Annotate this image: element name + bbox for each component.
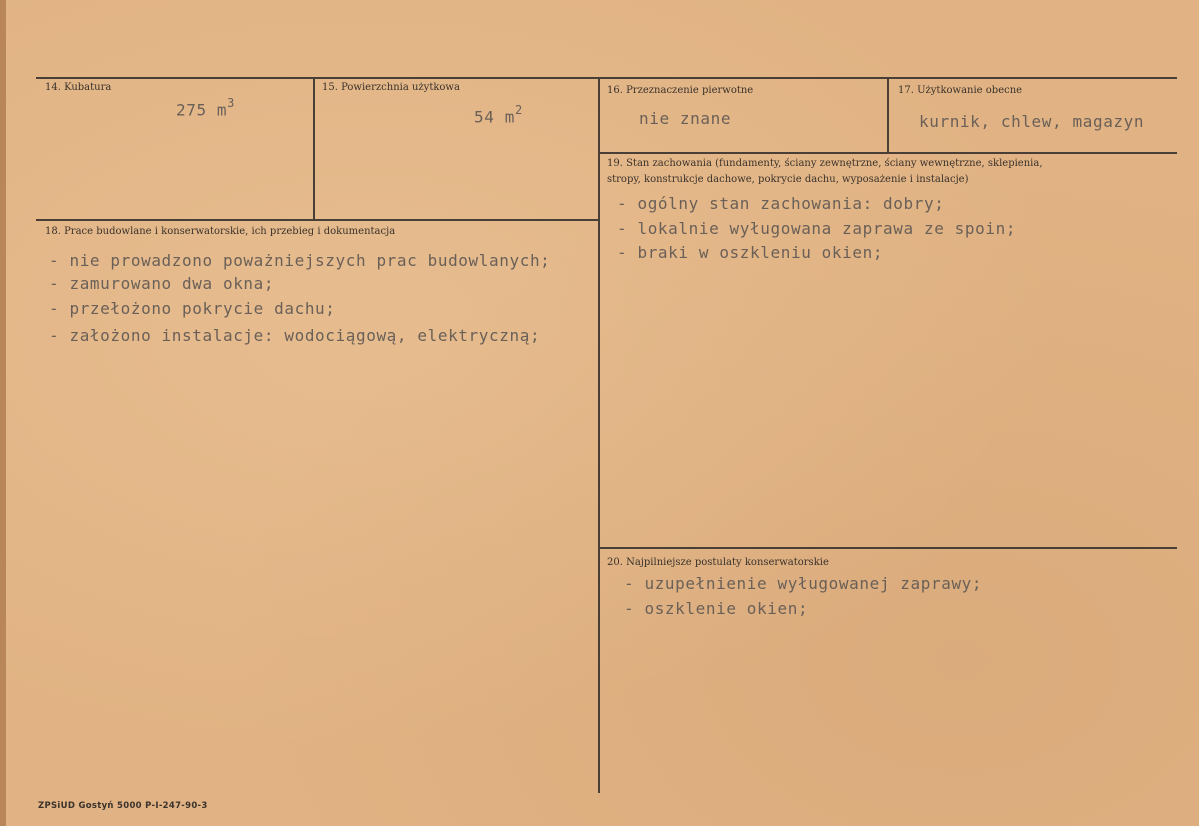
print-imprint: ZPSiUD Gostyń 5000 P-I-247-90-3 <box>38 801 208 811</box>
field-19-item: - lokalnie wyługowana zaprawa ze spoin; <box>617 219 1017 238</box>
top-rule <box>36 77 1177 79</box>
field-14-unit-exponent: 3 <box>227 96 235 110</box>
field-17-value: kurnik, chlew, magazyn <box>919 112 1145 131</box>
divider-14-15 <box>313 77 315 220</box>
field-14-number: 275 m <box>176 100 228 120</box>
row2-rule-left <box>36 219 600 221</box>
field-18-item: - nie prowadzono poważniejszych prac budowlanych; <box>49 251 551 270</box>
field-16-value: nie znane <box>639 109 732 128</box>
field-15-label: 15. Powierzchnia użytkowa <box>322 82 460 93</box>
field-19-label-line1: 19. Stan zachowania (fundamenty, ściany zewnętrzne, ściany wewnętrzne, sklepienia, <box>607 158 1043 169</box>
field-16-label: 16. Przeznaczenie pierwotne <box>607 85 754 96</box>
field-20-item: - uzupełnienie wyługowanej zaprawy; <box>624 574 983 593</box>
field-17-label: 17. Użytkowanie obecne <box>898 85 1023 96</box>
field-15-unit-exponent: 2 <box>514 103 523 117</box>
field-14-label: 14. Kubatura <box>45 82 112 93</box>
divider-center <box>598 77 600 793</box>
row3-rule-right <box>598 547 1177 549</box>
field-19-item: - braki w oszkleniu okien; <box>617 243 884 262</box>
field-15-number: 54 m <box>474 107 515 127</box>
field-14-value <box>176 98 235 119</box>
field-19-label-line2: stropy, konstrukcje dachowe, pokrycie dachu, wyposażenie i instalacje) <box>607 174 969 185</box>
divider-16-17 <box>887 77 889 153</box>
field-15-value <box>474 105 523 126</box>
field-18-label: 18. Prace budowlane i konserwatorskie, ich przebieg i dokumentacja <box>45 226 396 237</box>
field-19-item: - ogólny stan zachowania: dobry; <box>617 194 945 213</box>
field-20-item: - oszklenie okien; <box>624 599 809 618</box>
field-18-item: - zamurowano dwa okna; <box>49 274 275 293</box>
field-20-label: 20. Najpilniejsze postulaty konserwatorskie <box>607 557 829 568</box>
field-18-item: - założono instalacje: wodociągową, elektryczną; <box>49 326 541 345</box>
field-18-item: - przełożono pokrycie dachu; <box>49 299 336 318</box>
